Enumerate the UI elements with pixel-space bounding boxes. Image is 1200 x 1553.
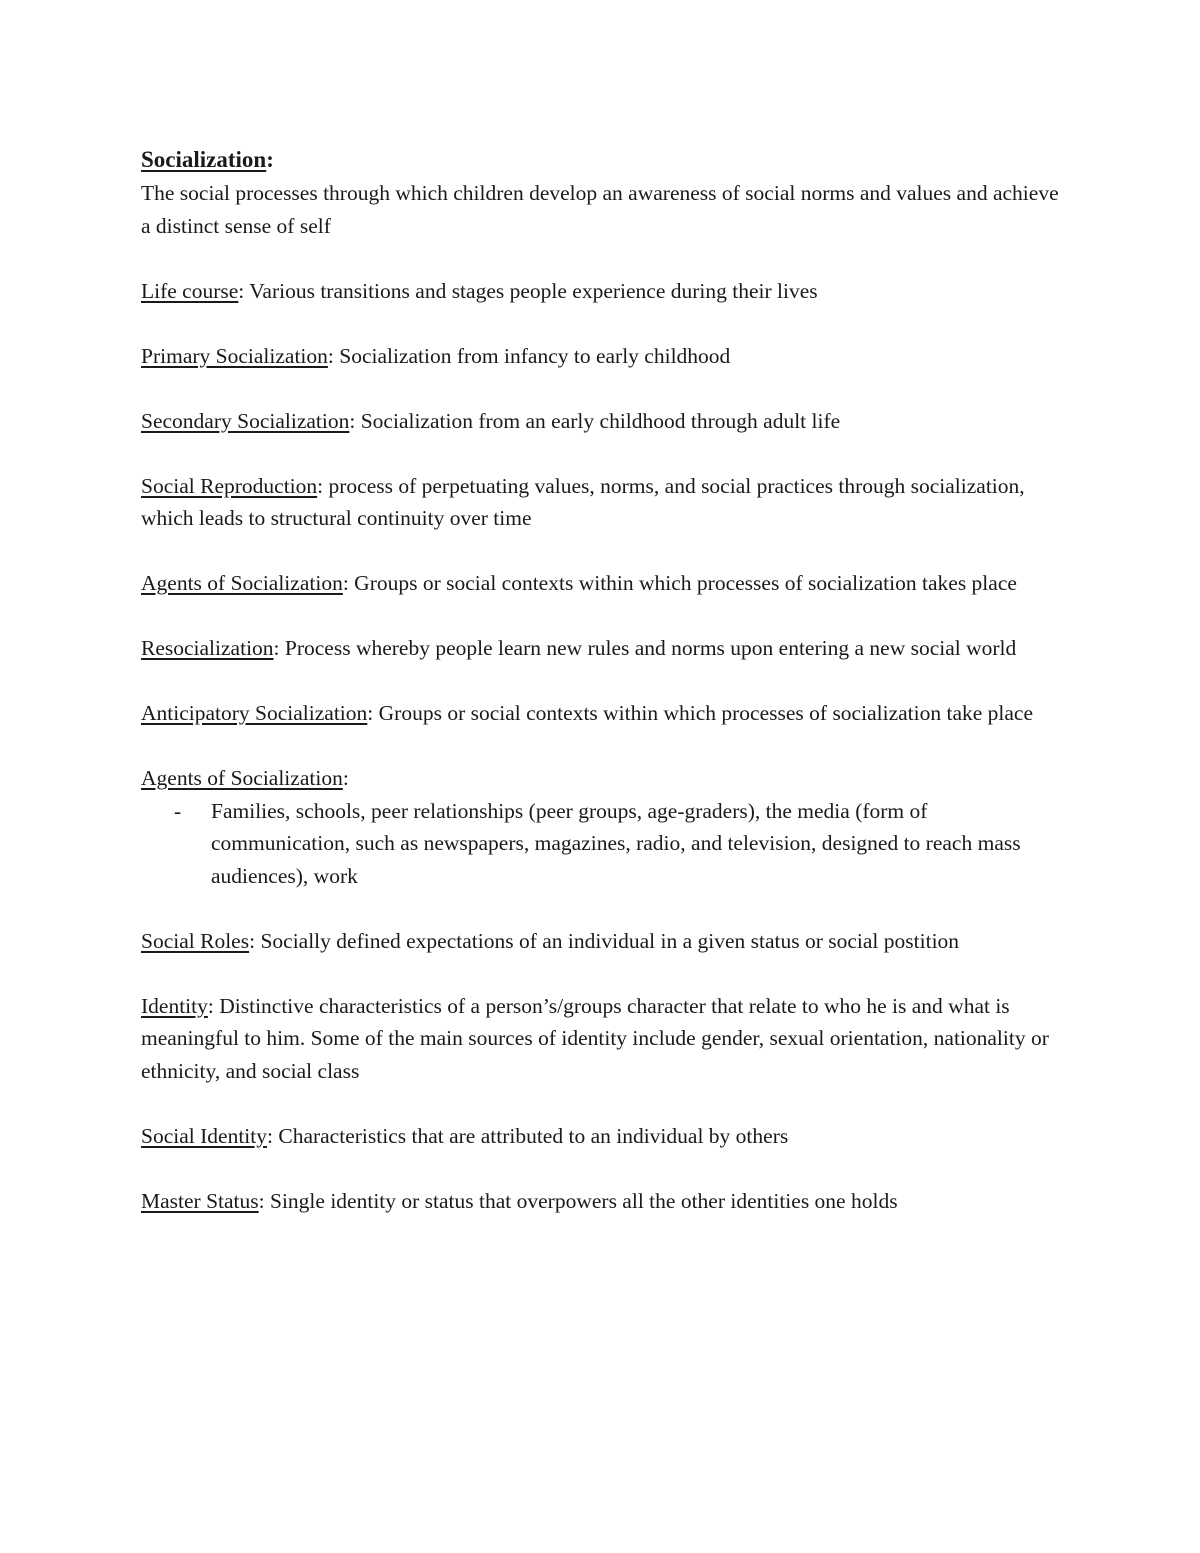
definition-term: Social Reproduction [141, 473, 318, 498]
definition-term: Secondary Socialization [141, 408, 350, 433]
definition-term: Identity [141, 993, 208, 1018]
dash-bullet: - [174, 798, 182, 823]
agents-list [141, 795, 1061, 893]
definition-text: : Groups or social contexts within which processes of socialization take place [367, 701, 1034, 725]
list-item [174, 795, 1061, 893]
agents-list-heading [141, 762, 1061, 795]
list-item-text: Families, schools, peer relationships (peer groups, age-graders), the media (form of communication, such as newspapers, magazines, radio, and television, designed to reach mass audiences), work [211, 798, 1021, 888]
definition-secondary-socialization [141, 405, 1061, 438]
definition-text: : process of perpetuating values, norms, and social practices through socialization, which leads to structural continuity over time [141, 473, 1025, 530]
definition-text: : Characteristics that are attributed to an individual by others [267, 1123, 789, 1148]
page-title [141, 143, 1061, 177]
title-text: Socialization [141, 147, 267, 172]
definition-term: Agents of Socialization [141, 766, 343, 790]
definition-agents-of-socialization [141, 567, 1061, 600]
definition-term: Social Roles [141, 928, 250, 953]
definition-resocialization [141, 632, 1061, 665]
definition-term: Resocialization [141, 636, 274, 660]
definition-text: : Groups or social contexts within which processes of socialization takes place [342, 571, 1017, 595]
definition-text: : Various transitions and stages people experience during their lives [238, 278, 818, 303]
definition-term: Anticipatory Socialization [141, 701, 368, 725]
definition-primary-socialization [141, 340, 1061, 373]
definition-term: Social Identity [141, 1123, 267, 1148]
document-body [141, 143, 1061, 1250]
intro-paragraph: The social processes through which children develop an awareness of social norms and values and achieve a distinct sense of self [141, 181, 1059, 238]
definition-text: : Single identity or status that overpowers all the other identities one holds [258, 1188, 898, 1213]
definition-social-roles [141, 925, 1061, 958]
definition-text: : Socialization from infancy to early childhood [327, 343, 731, 368]
definition-identity [141, 990, 1061, 1088]
definition-text: : Socialization from an early childhood through adult life [349, 408, 841, 433]
definition-anticipatory-socialization [141, 697, 1061, 730]
definition-text: : Distinctive characteristics of a person’s/groups character that relate to who he is and what is meaningful to him. Some of the main sources of identity include gender, sexual orientation, nationality or ethnicity, and social class [141, 993, 1049, 1083]
definition-text: : [342, 766, 349, 790]
title-colon: : [266, 147, 274, 172]
definition-text: : Socially defined expectations of an individual in a given status or social postition [249, 928, 960, 953]
definition-text: : Process whereby people learn new rules and norms upon entering a new social world [273, 636, 1017, 660]
definition-term: Agents of Socialization [141, 571, 343, 595]
definition-term: Life course [141, 278, 239, 303]
definition-term: Master Status [141, 1188, 259, 1213]
definition-term: Primary Socialization [141, 343, 328, 368]
definition-social-identity [141, 1120, 1061, 1153]
definition-social-reproduction [141, 470, 1061, 535]
definition-life-course [141, 275, 1061, 308]
definition-master-status [141, 1185, 1061, 1218]
